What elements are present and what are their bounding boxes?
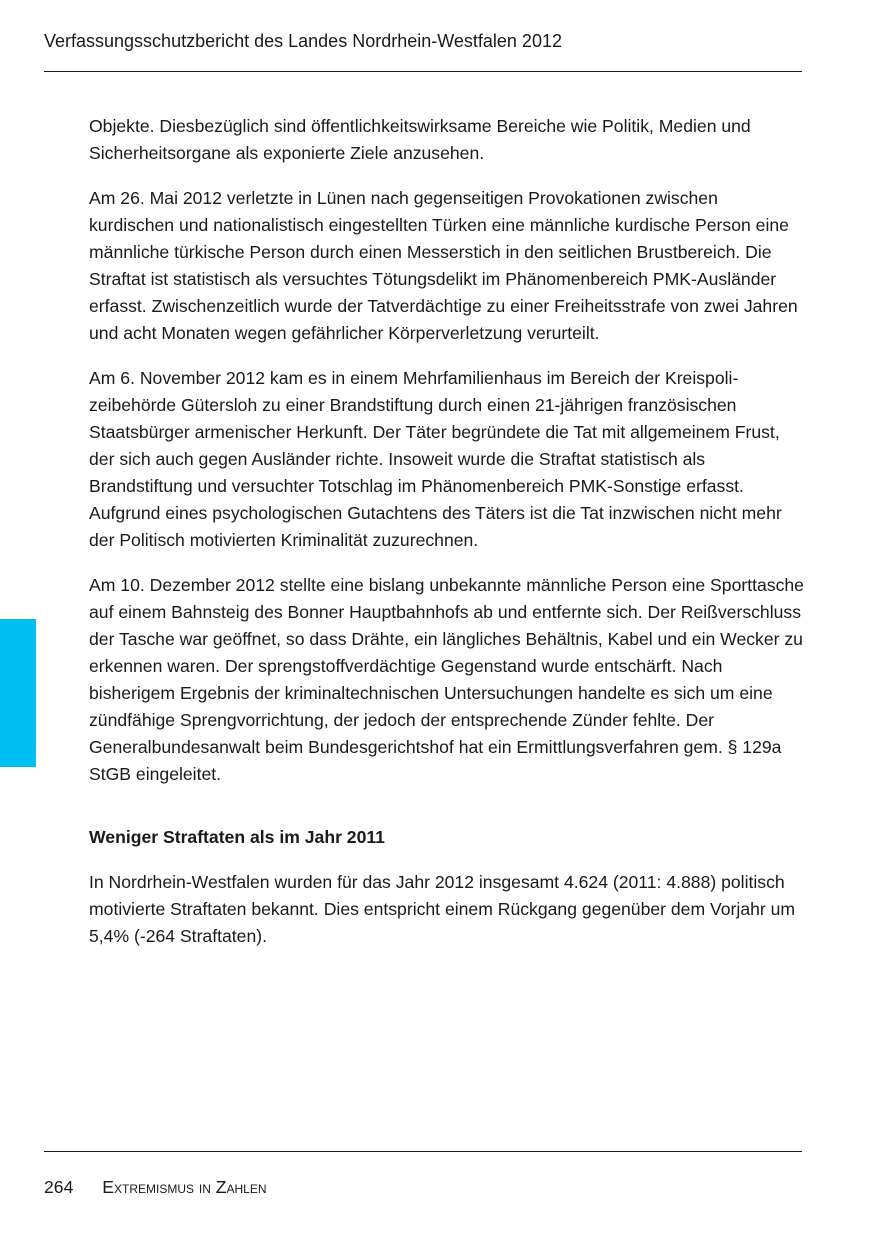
page-content (89, 113, 805, 968)
paragraph-2: Am 26. Mai 2012 verletzte in Lünen nach gegenseitigen Provokationen zwischen kurdischen und nationalistisch eingestellten Türken eine männliche kurdische Person eine männliche türkische Person durch einen Messerstich in den seitlichen Brustbereich. Die Straftat ist statistisch als versuchtes Tötungsdelikt im Phänomenbereich PMK-Ausländer erfasst. Zwischenzeitlich wurde der Tatverdächtige zu einer Freiheitsstrafe von zwei Jahren und acht Monaten wegen gefährlicher Körperverletzung verurteilt. (89, 188, 798, 343)
header-rule (44, 71, 802, 72)
side-color-tab (0, 619, 36, 767)
paragraph-1: Objekte. Diesbezüglich sind öffentlichkeitswirksame Bereiche wie Politik, Medien und Sicherheitsorgane als exponierte Ziele anzusehen. (89, 116, 751, 163)
footer-section-name: Extremismus in Zahlen (102, 1177, 267, 1197)
section-heading: Weniger Straftaten als im Jahr 2011 (89, 827, 385, 847)
footer-rule (44, 1151, 802, 1152)
running-header: Verfassungsschutzbericht des Landes Nordrhein-Westfalen 2012 (44, 31, 562, 51)
paragraph-5: In Nordrhein-Westfalen wurden für das Jahr 2012 insgesamt 4.624 (2011: 4.888) politisch motivierte Straftaten bekannt. Dies entspricht einem Rückgang gegenüber dem Vorjahr um 5,4% (-264 Straftaten). (89, 872, 796, 946)
paragraph-4: Am 10. Dezember 2012 stellte eine bislang unbekannte männliche Person eine Sporttasche auf einem Bahnsteig des Bonner Hauptbahnhofs ab und entfernte sich. Der Reißverschluss der Tasche war geöffnet, so dass Drähte, ein längliches Behältnis, Kabel und ein Wecker zu erkennen waren. Der sprengstoffverdächtige Gegenstand wurde entschärft. Nach bisherigem Ergebnis der kriminaltechnischen Untersuchungen handelte es sich um eine zündfähige Sprengvorrichtung, der jedoch der entsprechende Zünder fehlte. Der Generalbundesanwalt beim Bundesgerichtshof hat ein Ermittlungsverfahren gem. § 129a StGB eingeleitet. (89, 575, 804, 784)
paragraph-3: Am 6. November 2012 kam es in einem Mehrfamilienhaus im Bereich der Kreispolizeibehörde Gütersloh zu einer Brandstiftung durch einen 21-jährigen französischen Staatsbürger armenischer Herkunft. Der Täter begründete die Tat mit allgemeinem Frust, der sich auch gegen Ausländer richte. Insoweit wurde die Straftat statistisch als Brandstiftung und versuchter Totschlag im Phänomenbereich PMK-Sonstige erfasst. Aufgrund eines psychologischen Gutachtens des Täters ist die Tat inzwischen nicht mehr der Politisch motivierten Kriminalität zuzurechnen. (89, 368, 782, 550)
page-number: 264 (44, 1177, 74, 1197)
page-footer (44, 1175, 267, 1199)
